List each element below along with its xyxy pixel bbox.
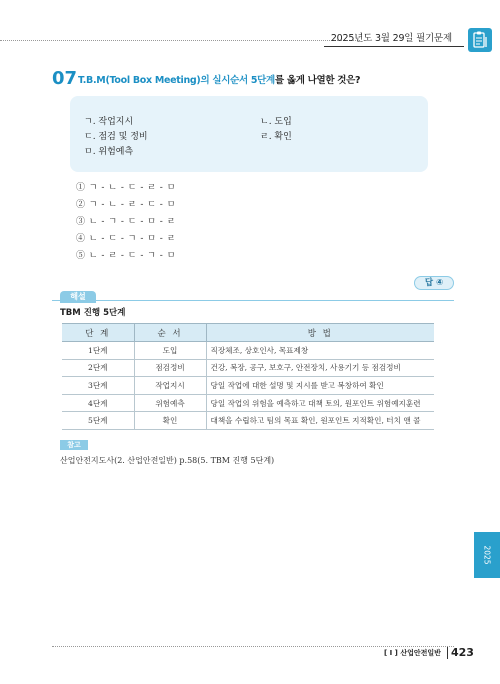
table-cell: 확인: [134, 412, 206, 430]
explanation-rule: [52, 300, 454, 301]
table-header: 단 계: [62, 324, 134, 342]
option-1[interactable]: ① ㄱ - ㄴ - ㄷ - ㄹ - ㅁ: [76, 183, 176, 193]
box-item: ㅁ. 위험예측: [84, 147, 134, 157]
clipboard-icon: [468, 28, 492, 52]
option-5[interactable]: ⑤ ㄴ - ㄹ - ㄷ - ㄱ - ㅁ: [76, 251, 176, 261]
footer-separator: [447, 647, 448, 659]
reference-tab: 참고: [60, 440, 88, 450]
table-cell: 건강, 복장, 공구, 보호구, 안전장치, 사용기기 등 점검정비: [206, 359, 434, 377]
table-cell: 위험예측: [134, 394, 206, 412]
table-cell: 도입: [134, 342, 206, 360]
table-row: [62, 394, 434, 412]
table-header: 순 서: [134, 324, 206, 342]
year-side-label: 2025: [482, 545, 492, 565]
table-row: [62, 377, 434, 395]
question-text: [78, 72, 360, 86]
box-item: ㄴ. 도입: [260, 117, 292, 127]
table-cell: 4단계: [62, 394, 134, 412]
question-text-highlight: T.B.M(Tool Box Meeting)의 실시순서 5단계: [78, 75, 275, 86]
table-cell: 당일 작업에 대한 설명 및 지시를 받고 복창하여 확인: [206, 377, 434, 395]
bottom-dotted-rule: [52, 646, 454, 647]
table-header: 방 법: [206, 324, 434, 342]
table-cell: 1단계: [62, 342, 134, 360]
question-number: 07: [52, 68, 78, 89]
top-dotted-rule: [0, 40, 360, 41]
option-4[interactable]: ④ ㄴ - ㄷ - ㄱ - ㅁ - ㄹ: [76, 234, 176, 244]
table-cell: 2단계: [62, 359, 134, 377]
footer-section-label: [ Ⅰ ] 산업안전일반: [384, 649, 441, 657]
table-cell: 직장체조, 상호인사, 목표제창: [206, 342, 434, 360]
tbm-table: [62, 323, 434, 430]
table-cell: 점검정비: [134, 359, 206, 377]
box-item: ㄹ. 확인: [260, 132, 292, 142]
table-cell: 작업지시: [134, 377, 206, 395]
page-number: 423: [451, 646, 474, 659]
table-row: [62, 359, 434, 377]
year-side-tab: [474, 532, 500, 578]
answer-badge: 답 ④: [414, 276, 454, 290]
choice-box: [70, 96, 428, 172]
box-item: ㄷ. 점검 및 정비: [84, 132, 148, 142]
option-3[interactable]: ③ ㄴ - ㄱ - ㄷ - ㅁ - ㄹ: [76, 217, 176, 227]
explanation-title: TBM 진행 5단계: [60, 308, 126, 318]
header-title: 2025년도 3월 29일 필기문제: [330, 33, 452, 44]
box-item: ㄱ. 작업지시: [84, 117, 134, 127]
table-cell: 대책을 수립하고 팀의 목표 확인, 원포인트 지적확인, 터치 앤 콜: [206, 412, 434, 430]
table-cell: 3단계: [62, 377, 134, 395]
table-cell: 5단계: [62, 412, 134, 430]
table-header-row: [62, 324, 434, 342]
question-text-rest: 를 옳게 나열한 것은?: [274, 75, 361, 86]
table-row: [62, 342, 434, 360]
option-2[interactable]: ② ㄱ - ㄴ - ㄹ - ㄷ - ㅁ: [76, 200, 176, 210]
header-rule: [324, 46, 464, 47]
table-row: [62, 412, 434, 430]
reference-text: 산업안전지도사(2. 산업안전일반) p.58(5. TBM 진행 5단계): [60, 456, 275, 465]
table-cell: 당일 작업의 위험을 예측하고 대책 토의, 원포인트 위험예지훈련: [206, 394, 434, 412]
explanation-tab: 해설: [60, 291, 96, 303]
